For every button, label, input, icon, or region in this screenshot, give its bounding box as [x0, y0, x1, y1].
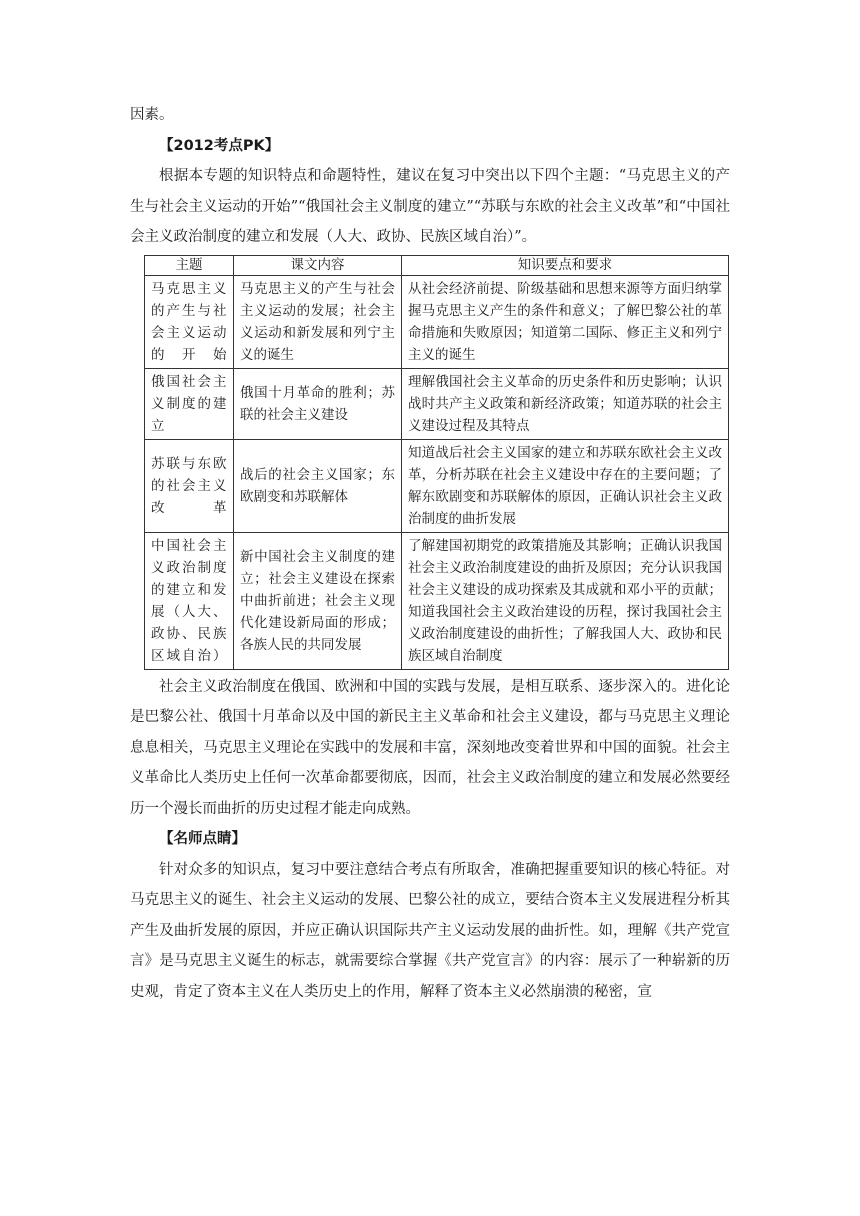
table-cell-content: 战后的社会主义国家；东欧剧变和苏联解体 [234, 439, 402, 532]
section-heading-exam-pk: 【2012考点PK】 [159, 137, 280, 154]
table-cell-theme: 苏联与东欧的社会主义改革 [145, 439, 234, 532]
table-cell-content: 马克思主义的产生与社会主义运动的发展；社会主义运动和新发展和列宁主义的诞生 [234, 275, 402, 368]
section-paragraph-teacher-notes: 针对众多的知识点，复习中要注意结合考点有所取舍，准确把握重要知识的核心特征。对马克思主义的诞生、社会主义运动的发展、巴黎公社的成立，要结合资本主义发展进程分析其产生及曲折发展的原因，并应正确认识国际共产主义运动发展的曲折性。如，理解《共产党宣言》是马克思主义诞生的标志，就需要综合掌握《共产党宣言》的内容：展示了一种崭新的历史观，肯定了资本主义在人类历史上的作用，解释了资本主义必然崩溃的秘密，宣 [130, 861, 730, 1000]
intro-tail-text: 因素。 [130, 107, 174, 123]
table-header-points: 知识要点和要求 [402, 255, 729, 275]
section-heading-teacher-notes: 【名师点睛】 [159, 831, 246, 847]
document-page [130, 100, 730, 1007]
table-cell-points: 了解建国初期党的政策措施及其影响；正确认识我国社会主义政治制度建设的曲折及原因；充分认识我国社会主义建设的成功探索及其成就和邓小平的贡献；知道我国社会主义政治建设的历程，探讨我国社会主义政治制度建设的曲折性；了解我国人大、政协和民族区域自治制度 [402, 532, 729, 669]
table-row [145, 532, 729, 669]
table-header-row [145, 255, 729, 275]
table-header-content: 课文内容 [234, 255, 402, 275]
table-cell-theme: 马克思主义的产生与社会主义运动的开始 [145, 275, 234, 368]
table-cell-points: 从社会经济前提、阶级基础和思想来源等方面归纳掌握马克思主义产生的条件和意义；了解巴黎公社的革命措施和失败原因；知道第二国际、修正主义和列宁主义的诞生 [402, 275, 729, 368]
table-row [145, 368, 729, 439]
table-cell-theme: 中国社会主义政治制度的建立和发展（人大、政协、民族区域自治） [145, 532, 234, 669]
topics-table [144, 255, 729, 670]
section-paragraph-exam-pk: 根据本专题的知识特点和命题特性，建议在复习中突出以下四个主题：“马克思主义的产生与社会主义运动的开始”“俄国社会主义制度的建立”“苏联与东欧的社会主义改革”和“中国社会主义政治制度的建立和发展（人大、政协、民族区域自治）”。 [130, 168, 730, 245]
table-row [145, 439, 729, 532]
table-cell-points: 理解俄国社会主义革命的历史条件和历史影响；认识战时共产主义政策和新经济政策；知道苏联的社会主义建设过程及其特点 [402, 368, 729, 439]
after-table-paragraph: 社会主义政治制度在俄国、欧洲和中国的实践与发展，是相互联系、逐步深入的。进化论是巴黎公社、俄国十月革命以及中国的新民主主义革命和社会主义建设，都与马克思主义理论息息相关，马克思主义理论在实践中的发展和丰富，深刻地改变着世界和中国的面貌。社会主义革命比人类历史上任何一次革命都要彻底，因而，社会主义政治制度的建立和发展必然要经历一个漫长而曲折的历史过程才能走向成熟。 [130, 678, 730, 817]
table-cell-theme: 俄国社会主义制度的建立 [145, 368, 234, 439]
table-header-theme: 主题 [145, 255, 234, 275]
table-cell-points: 知道战后社会主义国家的建立和苏联东欧社会主义改革，分析苏联在社会主义建设中存在的主要问题；了解东欧剧变和苏联解体的原因，正确认识社会主义政治制度的曲折发展 [402, 439, 729, 532]
table-row [145, 275, 729, 368]
table-cell-content: 新中国社会主义制度的建立；社会主义建设在探索中曲折前进；社会主义现代化建设新局面的形成；各族人民的共同发展 [234, 532, 402, 669]
table-cell-content: 俄国十月革命的胜利；苏联的社会主义建设 [234, 368, 402, 439]
